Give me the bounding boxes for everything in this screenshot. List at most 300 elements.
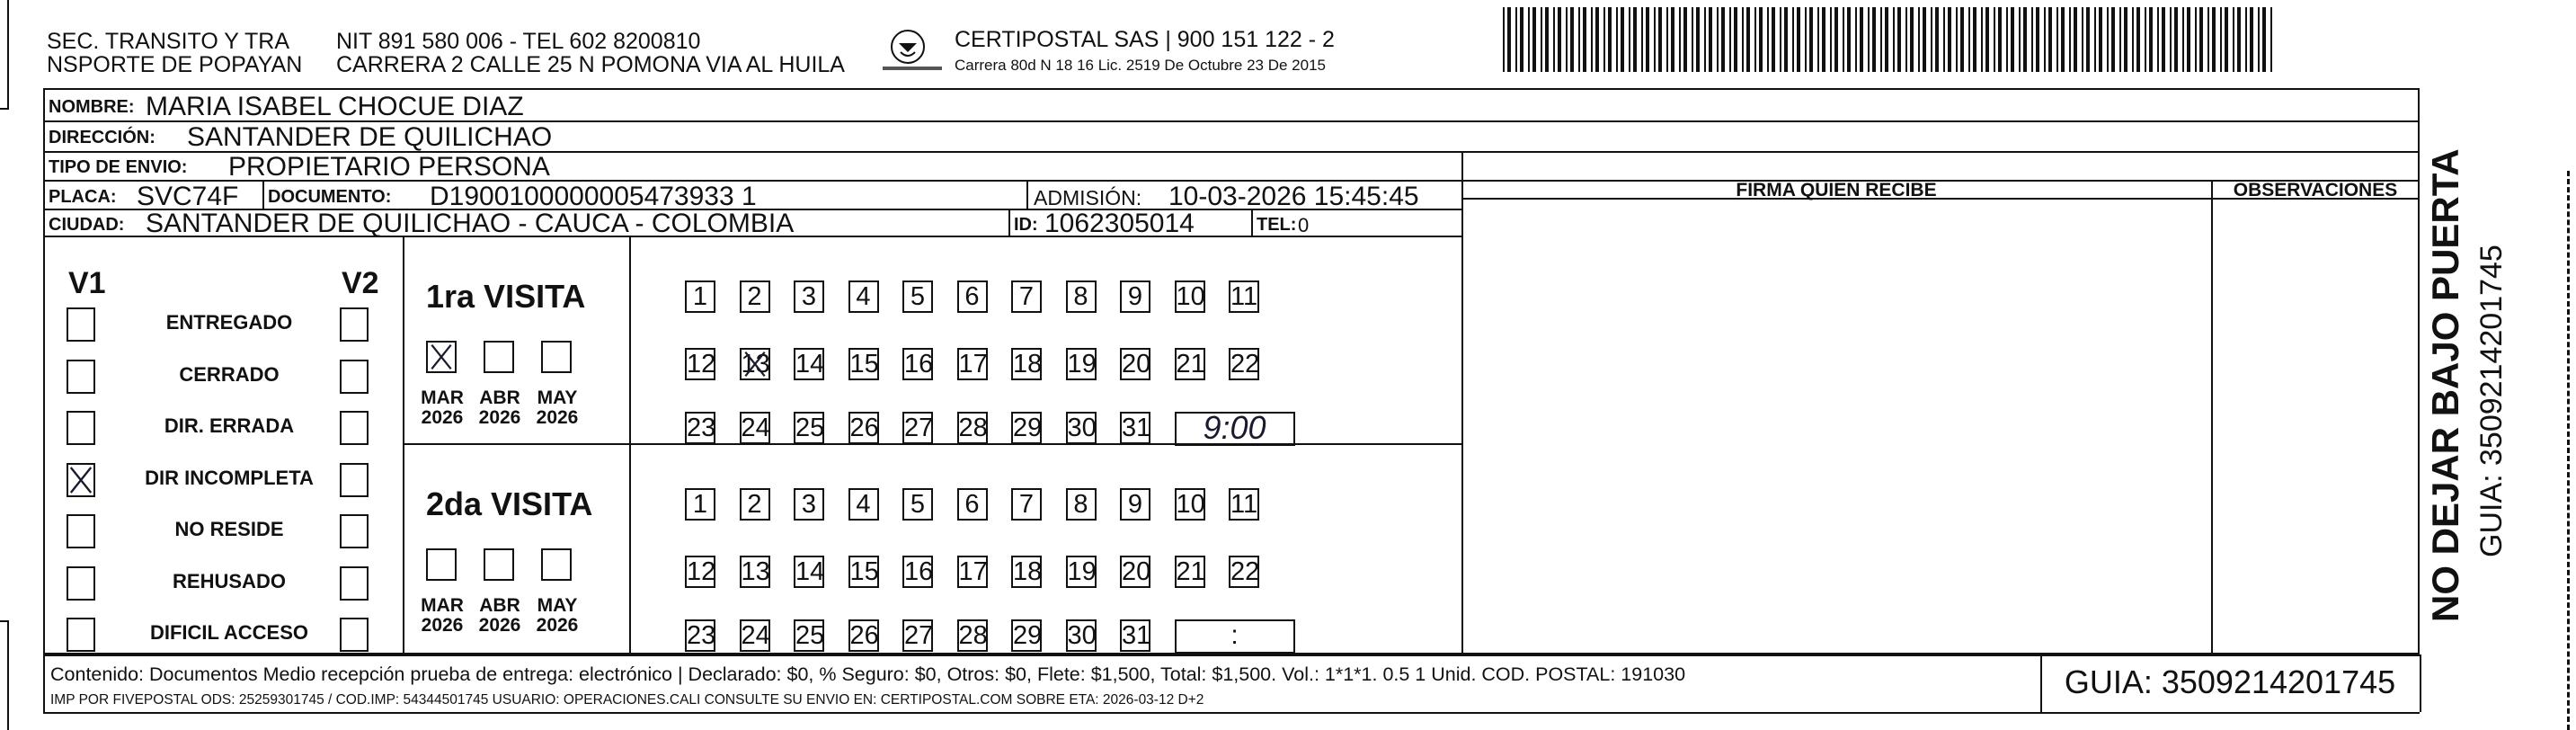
day-box[interactable]: [1120, 556, 1150, 588]
day-box[interactable]: [1066, 619, 1097, 652]
barcode-bar: [2199, 7, 2203, 72]
barcode-bar: [1960, 7, 1964, 72]
nombre-value: MARIA ISABEL CHOCUE DIAZ: [146, 92, 524, 121]
day-box[interactable]: [740, 280, 770, 313]
barcode-bar: [1692, 7, 1693, 72]
barcode-bar: [1553, 7, 1555, 72]
visit-time-field[interactable]: 9:00: [1175, 412, 1295, 446]
day-number: 22: [1230, 557, 1260, 586]
day-box[interactable]: [1120, 412, 1150, 444]
direccion-value: SANTANDER DE QUILICHAO: [187, 122, 553, 152]
day-number: 1: [692, 490, 708, 519]
day-box[interactable]: [685, 619, 715, 652]
day-box[interactable]: [740, 348, 770, 380]
barcode-bar: [1578, 7, 1580, 72]
day-box[interactable]: [1229, 488, 1259, 521]
day-box[interactable]: [902, 556, 933, 588]
day-box[interactable]: [902, 619, 933, 652]
v1-checkbox[interactable]: [67, 463, 95, 497]
admision-label: ADMISIÓN:: [1034, 186, 1142, 209]
month-label: MAR 2026: [421, 595, 464, 637]
day-box[interactable]: [794, 488, 824, 521]
barcode-bar: [2149, 7, 2153, 72]
day-box[interactable]: [1175, 280, 1205, 313]
day-box[interactable]: [957, 619, 988, 652]
day-number: 4: [856, 490, 871, 519]
ciudad-label: CIUDAD:: [49, 215, 125, 235]
day-box[interactable]: [902, 280, 933, 313]
day-number: 21: [1176, 557, 1205, 586]
day-box[interactable]: [848, 412, 879, 444]
tipo-envio-value: PROPIETARIO PERSONA: [228, 152, 550, 182]
barcode-bar: [1621, 7, 1624, 72]
firma-header: FIRMA QUIEN RECIBE: [1736, 180, 1937, 200]
barcode-bar: [2182, 7, 2184, 72]
barcode-bar: [1729, 7, 1731, 72]
day-box[interactable]: [957, 412, 988, 444]
barcode-bar: [2086, 7, 2090, 72]
day-number: 11: [1230, 490, 1258, 519]
barcode-bar: [1830, 7, 1832, 72]
barcode-bar: [2237, 7, 2241, 72]
barcode-bar: [2111, 7, 2115, 72]
sender-line-2: NSPORTE DE POPAYAN: [47, 52, 303, 77]
barcode-bar: [1679, 7, 1681, 72]
day-number: 24: [741, 414, 770, 442]
barcode-bar: [1843, 7, 1844, 72]
barcode-bar: [2212, 7, 2216, 72]
day-number: 20: [1122, 557, 1151, 586]
v2-checkbox[interactable]: [340, 463, 369, 497]
v1-checkbox[interactable]: [67, 360, 95, 394]
tel-label: TEL:: [1257, 215, 1297, 235]
day-box[interactable]: [1229, 280, 1259, 313]
barcode-bar: [1734, 7, 1737, 72]
day-number: 25: [795, 414, 825, 442]
status-label: DIR. ERRADA: [164, 414, 295, 437]
barcode-bar: [1897, 7, 1901, 72]
left-edge-marks: [0, 0, 11, 730]
barcode-bar: [1721, 7, 1725, 72]
day-number: 12: [687, 557, 716, 586]
placa-value: SVC74F: [137, 182, 239, 211]
side-guia: GUIA: 3509214201745: [2474, 245, 2509, 557]
day-box[interactable]: [1011, 348, 1042, 380]
day-number: 6: [964, 282, 980, 311]
footer-imp-line: IMP POR FIVEPOSTAL ODS: 25259301745 / COD.IMP: 54344501745 USUARIO: OPERACIONES.CALI CONSULTE SU ENVIO EN: CERTIPOSTAL.COM SOBRE ETA: 2026-03-12 D+2: [50, 692, 1204, 708]
barcode-bar: [1558, 7, 1561, 72]
barcode-bar: [1566, 7, 1568, 72]
no-dejar-bajo-puerta: NO DEJAR BAJO PUERTA: [2424, 148, 2466, 622]
barcode-bar: [1704, 7, 1706, 72]
documento-label: DOCUMENTO:: [268, 187, 392, 207]
day-box[interactable]: [957, 488, 988, 521]
barcode-bar: [2258, 7, 2260, 72]
barcode-bar: [1759, 7, 1763, 72]
visit-title: 1ra VISITA: [426, 278, 586, 315]
barcode-bar: [2233, 7, 2234, 72]
day-number: 22: [1230, 350, 1260, 378]
barcode-bar: [1855, 7, 1857, 72]
day-box[interactable]: [1066, 412, 1097, 444]
barcode-bar: [2195, 7, 2197, 72]
tear-line: [2567, 171, 2570, 730]
barcode-bar: [1948, 7, 1951, 72]
day-number: 8: [1073, 282, 1088, 311]
day-number: 24: [741, 621, 770, 650]
barcode-bar: [2145, 7, 2146, 72]
barcode-bar: [2107, 7, 2109, 72]
courier-address: Carrera 80d N 18 16 Lic. 2519 De Octubre 23 De 2015: [955, 57, 1326, 74]
barcode-bar: [1616, 7, 1618, 72]
day-number: 3: [801, 282, 817, 311]
day-number: 2: [747, 282, 762, 311]
day-box[interactable]: [740, 412, 770, 444]
barcode-bar: [1998, 7, 2002, 72]
v2-checkbox[interactable]: [340, 514, 369, 548]
day-number: 15: [849, 350, 879, 378]
id-label: ID:: [1014, 215, 1038, 235]
barcode-bar: [1608, 7, 1612, 72]
day-number: 13: [741, 557, 770, 586]
barcode-bar: [1603, 7, 1605, 72]
day-box[interactable]: [957, 280, 988, 313]
barcode-bar: [1696, 7, 1700, 72]
day-number: 17: [958, 350, 988, 378]
day-number: 30: [1067, 414, 1097, 442]
status-label: ENTREGADO: [165, 311, 293, 334]
barcode-bar: [1918, 7, 1920, 72]
barcode-bar: [1528, 7, 1530, 72]
day-box[interactable]: [848, 619, 879, 652]
barcode-bar: [1868, 7, 1870, 72]
v2-checkbox[interactable]: [340, 411, 369, 445]
barcode-bar: [2023, 7, 2027, 72]
day-box[interactable]: [1011, 280, 1042, 313]
day-number: 10: [1176, 282, 1205, 311]
v1-header: V1: [68, 266, 106, 300]
barcode-bar: [2124, 7, 2127, 72]
v2-checkbox[interactable]: [340, 360, 369, 394]
barcode-bar: [1822, 7, 1825, 72]
day-number: 13: [741, 350, 770, 378]
barcode-bar: [1985, 7, 1989, 72]
barcode-bar: [1633, 7, 1637, 72]
status-label: DIR INCOMPLETA: [145, 466, 314, 489]
barcode-bar: [1792, 7, 1794, 72]
barcode-bar: [1772, 7, 1775, 72]
barcode-bar: [1994, 7, 1995, 72]
day-number: 23: [687, 621, 716, 650]
barcode-bar: [2162, 7, 2165, 72]
month-checkbox[interactable]: [426, 548, 457, 581]
barcode-bar: [1834, 7, 1838, 72]
barcode-bar: [1654, 7, 1656, 72]
month-checkbox[interactable]: [484, 341, 514, 373]
barcode-bar: [2170, 7, 2172, 72]
ciudad-value: SANTANDER DE QUILICHAO - CAUCA - COLOMBIA: [146, 209, 795, 238]
barcode-bar: [1515, 7, 1517, 72]
day-number: 27: [904, 621, 934, 650]
visit-title: 2da VISITA: [426, 485, 593, 522]
observaciones-area[interactable]: [2215, 201, 2416, 651]
day-number: 7: [1018, 282, 1035, 311]
id-value: 1062305014: [1044, 209, 1195, 238]
tipo-envio-label: TIPO DE ENVIO:: [49, 157, 188, 177]
barcode-bar: [2069, 7, 2071, 72]
barcode-bar: [1666, 7, 1668, 72]
sender-line-1: SEC. TRANSITO Y TRA: [47, 29, 289, 54]
day-box[interactable]: [1011, 556, 1042, 588]
barcode-bar: [2250, 7, 2253, 72]
tel-value: 0: [1298, 214, 1310, 236]
barcode-bar: [2119, 7, 2121, 72]
address-line: CARRERA 2 CALLE 25 N POMONA VIA AL HUILA: [336, 52, 845, 77]
day-box[interactable]: [1175, 488, 1205, 521]
v2-header: V2: [342, 266, 379, 300]
status-label: DIFICIL ACCESO: [149, 621, 308, 644]
barcode-bar: [1893, 7, 1895, 72]
month-label: MAY 2026: [536, 387, 579, 429]
day-box[interactable]: [1011, 412, 1042, 444]
placa-label: PLACA:: [49, 187, 117, 207]
day-box[interactable]: [902, 412, 933, 444]
barcode-bar: [1910, 7, 1914, 72]
barcode-bar: [1923, 7, 1926, 72]
barcode-bar: [1973, 7, 1976, 72]
barcode-bar: [2044, 7, 2046, 72]
barcode-bar: [1847, 7, 1851, 72]
day-box[interactable]: [1175, 556, 1205, 588]
day-box[interactable]: [848, 280, 879, 313]
day-number: 28: [958, 414, 988, 442]
month-label: MAR 2026: [421, 387, 464, 429]
day-box[interactable]: [1066, 488, 1097, 521]
barcode-bar: [2174, 7, 2178, 72]
day-box[interactable]: [902, 348, 933, 380]
barcode-bar: [1784, 7, 1788, 72]
day-number: 31: [1122, 621, 1151, 650]
month-checkbox[interactable]: [541, 548, 572, 581]
v2-checkbox[interactable]: [340, 307, 369, 342]
day-number: 21: [1176, 350, 1205, 378]
barcode-bar: [1905, 7, 1907, 72]
barcode-bar: [1885, 7, 1888, 72]
barcode-bar: [1935, 7, 1939, 72]
barcode-bar: [2225, 7, 2228, 72]
day-box[interactable]: [1229, 556, 1259, 588]
barcode-bar: [2031, 7, 2033, 72]
barcode-bar: [2132, 7, 2134, 72]
day-box[interactable]: [1120, 488, 1150, 521]
barcode-bar: [2157, 7, 2159, 72]
barcode-bar: [1817, 7, 1819, 72]
day-number: 14: [795, 350, 825, 378]
barcode-bar: [1956, 7, 1958, 72]
barcode-bar: [1880, 7, 1882, 72]
firma-signature-area[interactable]: [1465, 201, 2207, 651]
barcode-bar: [1570, 7, 1574, 72]
day-number: 18: [1013, 557, 1043, 586]
month-label: MAY 2026: [536, 595, 579, 637]
day-box[interactable]: [1120, 619, 1150, 652]
day-number: 28: [958, 621, 988, 650]
barcode-bar: [2061, 7, 2065, 72]
day-number: 19: [1067, 557, 1097, 586]
day-box[interactable]: [902, 488, 933, 521]
day-box[interactable]: [794, 556, 824, 588]
barcode-bar: [1641, 7, 1643, 72]
barcode-bar: [1742, 7, 1744, 72]
barcode: [1503, 7, 2276, 72]
day-number: 2: [747, 490, 762, 519]
day-box[interactable]: [740, 488, 770, 521]
barcode-bar: [2270, 7, 2272, 72]
day-number: 9: [1127, 282, 1143, 311]
barcode-bar: [2048, 7, 2052, 72]
barcode-bar: [1520, 7, 1523, 72]
day-number: 10: [1176, 490, 1205, 519]
day-number: 18: [1013, 350, 1043, 378]
barcode-bar: [2187, 7, 2190, 72]
day-number: 1: [692, 282, 708, 311]
day-box[interactable]: [1120, 348, 1150, 380]
day-number: 23: [687, 414, 716, 442]
day-number: 12: [687, 350, 716, 378]
footer-guia: GUIA: 3509214201745: [2064, 663, 2396, 700]
day-number: 30: [1067, 621, 1097, 650]
day-box[interactable]: [1120, 280, 1150, 313]
day-number: 16: [904, 350, 934, 378]
day-box[interactable]: [685, 556, 715, 588]
day-number: 25: [795, 621, 825, 650]
day-number: 29: [1013, 414, 1043, 442]
day-number: 20: [1122, 350, 1151, 378]
direccion-label: DIRECCIÓN:: [49, 128, 155, 147]
barcode-bar: [1780, 7, 1781, 72]
barcode-bar: [1754, 7, 1756, 72]
day-number: 3: [801, 490, 817, 519]
nit-line: NIT 891 580 006 - TEL 602 8200810: [336, 29, 701, 54]
barcode-bar: [1671, 7, 1674, 72]
day-box[interactable]: [685, 348, 715, 380]
v2-checkbox[interactable]: [340, 618, 369, 652]
status-label: REHUSADO: [173, 569, 286, 592]
day-number: 31: [1122, 414, 1151, 442]
month-checkbox[interactable]: [484, 548, 514, 581]
barcode-bar: [1532, 7, 1536, 72]
day-number: 15: [849, 557, 879, 586]
day-number: 11: [1230, 282, 1258, 311]
day-box[interactable]: [1011, 619, 1042, 652]
v1-checkbox[interactable]: [67, 566, 95, 601]
day-box[interactable]: [740, 619, 770, 652]
barcode-bar: [2262, 7, 2266, 72]
barcode-bar: [2056, 7, 2058, 72]
day-number: 5: [910, 490, 926, 519]
day-number: 8: [1073, 490, 1088, 519]
status-label: CERRADO: [179, 362, 280, 386]
admision-value: 10-03-2026 15:45:45: [1168, 182, 1419, 211]
day-number: 26: [849, 414, 879, 442]
barcode-bar: [1860, 7, 1863, 72]
v1-checkbox[interactable]: [67, 514, 95, 548]
day-box[interactable]: [1066, 556, 1097, 588]
day-box[interactable]: [957, 556, 988, 588]
status-label: NO RESIDE: [174, 518, 284, 540]
barcode-bar: [1981, 7, 1983, 72]
day-box[interactable]: [1229, 348, 1259, 380]
day-number: 27: [904, 414, 934, 442]
barcode-bar: [1683, 7, 1687, 72]
observaciones-header: OBSERVACIONES: [2233, 180, 2398, 200]
barcode-bar: [1646, 7, 1649, 72]
barcode-bar: [2220, 7, 2222, 72]
day-box[interactable]: [848, 556, 879, 588]
day-box[interactable]: [1011, 488, 1042, 521]
barcode-bar: [1809, 7, 1813, 72]
barcode-bar: [1872, 7, 1876, 72]
barcode-bar: [2099, 7, 2102, 72]
day-number: 7: [1018, 490, 1035, 519]
barcode-bar: [1797, 7, 1800, 72]
day-box[interactable]: [794, 412, 824, 444]
v2-checkbox[interactable]: [340, 566, 369, 601]
barcode-bar: [1931, 7, 1932, 72]
day-box[interactable]: [848, 348, 879, 380]
day-box[interactable]: [740, 556, 770, 588]
nombre-label: NOMBRE:: [49, 97, 135, 117]
day-box[interactable]: [685, 412, 715, 444]
day-number: 17: [958, 557, 988, 586]
barcode-bar: [1968, 7, 1970, 72]
barcode-bar: [1746, 7, 1750, 72]
month-checkbox[interactable]: [541, 341, 572, 373]
barcode-bar: [2036, 7, 2039, 72]
v1-checkbox[interactable]: [67, 618, 95, 652]
day-number: 4: [856, 282, 871, 311]
documento-value: D1900100000005473933 1: [430, 182, 757, 211]
barcode-bar: [2082, 7, 2083, 72]
visit-time-field[interactable]: :: [1175, 619, 1295, 654]
day-box[interactable]: [957, 348, 988, 380]
day-box[interactable]: [794, 619, 824, 652]
day-box[interactable]: [794, 348, 824, 380]
barcode-bar: [2019, 7, 2021, 72]
barcode-bar: [1595, 7, 1599, 72]
day-box[interactable]: [1066, 348, 1097, 380]
v1-checkbox[interactable]: [67, 411, 95, 445]
footer-contenido: Contenido: Documentos Medio recepción prueba de entrega: electrónico | Declarado: $0, % Seguro: $0, Otros: $0, Flete: $1,500, Total: $1,500. Vol.: 1*1*1. 0.5 1 Unid. COD. POSTAL: 191030: [50, 663, 1686, 685]
barcode-bar: [1709, 7, 1712, 72]
day-box[interactable]: [848, 488, 879, 521]
barcode-bar: [1805, 7, 1807, 72]
day-box[interactable]: [1066, 280, 1097, 313]
month-checkbox[interactable]: [426, 341, 457, 373]
barcode-bar: [2094, 7, 2096, 72]
day-box[interactable]: [1175, 348, 1205, 380]
day-number: 5: [910, 282, 926, 311]
day-number: 14: [795, 557, 825, 586]
v1-checkbox[interactable]: [67, 307, 95, 342]
barcode-bar: [1943, 7, 1945, 72]
day-box[interactable]: [685, 488, 715, 521]
barcode-bar: [1503, 7, 1505, 72]
day-box[interactable]: [685, 280, 715, 313]
day-box[interactable]: [794, 280, 824, 313]
courier-logo: [881, 25, 944, 76]
day-number: 16: [904, 557, 934, 586]
